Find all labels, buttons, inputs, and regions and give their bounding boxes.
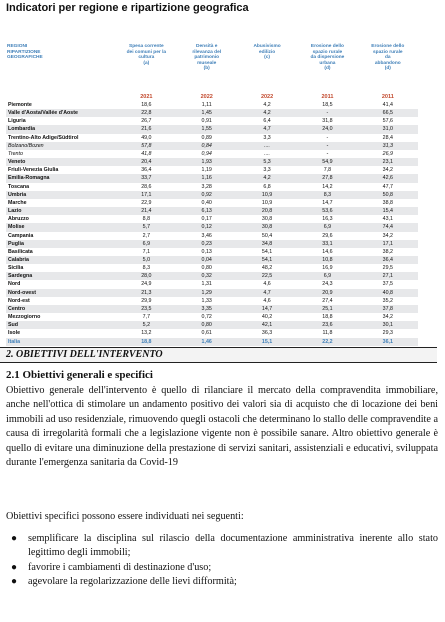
region-name-cell: Campania xyxy=(6,232,116,240)
general-objectives-paragraph: Obiettivo generale dell'intervento è quello di rilanciare il mercato della compravendita immobiliare, anche nell'ottica di stimolare un andamento positivo dei valori sia di acquisto che di locazione dei beni immobili ad uso residenziale, rimuovendo quegli ostacoli che determinano lo stallo delle compravendite a causa di irregolarità formali che a legislazione vigente non è possibile sanare. Altro obiettivo generale è quello di evitare una diminuzione della prestazione di servizi sanitari, assistenziali e educativi, sviluppata durante l'emergenza sanitaria da Covid-19 xyxy=(6,385,438,469)
value-cell: 16,3 xyxy=(297,215,357,223)
value-cell: 20,4 xyxy=(116,158,176,166)
table-row xyxy=(6,199,418,207)
value-cell: 8,3 xyxy=(297,191,357,199)
value-cell: 7,1 xyxy=(116,248,176,256)
value-cell: 22,2 xyxy=(297,338,357,346)
table-row xyxy=(6,256,418,264)
value-cell: 4,6 xyxy=(237,280,297,288)
region-name-cell: Nord xyxy=(6,280,116,288)
region-name-cell: Nord-est xyxy=(6,297,116,305)
table-header-row xyxy=(6,44,418,92)
table-row xyxy=(6,125,418,133)
value-cell: 1,11 xyxy=(177,101,237,109)
bullet-icon: ● xyxy=(11,533,18,544)
value-cell: 0,61 xyxy=(177,329,237,337)
list-item xyxy=(6,561,438,575)
value-cell: 11,8 xyxy=(297,329,357,337)
value-cell: - xyxy=(297,134,357,142)
value-cell: 5,2 xyxy=(116,321,176,329)
year-cell: 2021 xyxy=(140,93,153,100)
value-cell: 36,3 xyxy=(237,329,297,337)
value-cell: 26,9 xyxy=(358,150,418,158)
value-cell: 23,6 xyxy=(297,321,357,329)
region-name-cell: Mezzogiorno xyxy=(6,313,116,321)
value-cell: 6,9 xyxy=(297,223,357,231)
subsection-title: 2.1 Obiettivi generali e specifici xyxy=(6,369,153,381)
value-cell: 50,8 xyxy=(358,191,418,199)
region-name-cell: Trentino-Alto Adige/Südtirol xyxy=(6,134,116,142)
value-cell: 4,2 xyxy=(237,174,297,182)
value-cell: 20,9 xyxy=(297,289,357,297)
region-name-cell: Valle d'Aosta/Vallée d'Aoste xyxy=(6,109,116,117)
value-cell: 29,9 xyxy=(116,297,176,305)
value-cell: 10,9 xyxy=(237,191,297,199)
value-cell: 31,0 xyxy=(358,125,418,133)
value-cell: 4,2 xyxy=(237,101,297,109)
region-name-cell: Lazio xyxy=(6,207,116,215)
value-cell: 13,2 xyxy=(116,329,176,337)
value-cell: 33,1 xyxy=(297,240,357,248)
value-cell: 3,46 xyxy=(177,232,237,240)
value-cell: 33,7 xyxy=(116,174,176,182)
year-cell: 2011 xyxy=(321,93,334,100)
header-culture-spending: Spesa corrente dei comuni per la cultura (a) xyxy=(126,44,167,66)
value-cell: 26,7 xyxy=(116,117,176,125)
region-name-cell: Friuli-Venezia Giulia xyxy=(6,166,116,174)
table-row xyxy=(6,248,418,256)
value-cell: 43,1 xyxy=(358,215,418,223)
header-urban-sprawl: Erosione dello spazio rurale da dispersione urbana (d) xyxy=(310,44,345,72)
table-row xyxy=(6,264,418,272)
value-cell: 7,8 xyxy=(297,166,357,174)
value-cell: - xyxy=(297,109,357,117)
value-cell: 42,6 xyxy=(358,174,418,182)
bullet-icon: ● xyxy=(11,561,18,573)
value-cell: 54,1 xyxy=(237,248,297,256)
region-name-cell: Liguria xyxy=(6,117,116,125)
value-cell: 31,3 xyxy=(358,142,418,150)
table-row xyxy=(6,101,418,109)
value-cell: 8,3 xyxy=(116,264,176,272)
value-cell: 29,3 xyxy=(358,329,418,337)
table-row xyxy=(6,183,418,191)
table-row xyxy=(6,142,418,150)
region-name-cell: Sicilia xyxy=(6,264,116,272)
value-cell: 1,45 xyxy=(177,109,237,117)
value-cell: 30,1 xyxy=(358,321,418,329)
region-name-cell: Abruzzo xyxy=(6,215,116,223)
value-cell: 4,7 xyxy=(237,289,297,297)
value-cell: 0,89 xyxy=(177,134,237,142)
value-cell: 18,8 xyxy=(116,338,176,346)
value-cell: 14,2 xyxy=(297,183,357,191)
years-row-spacer xyxy=(6,92,116,101)
value-cell: 10,9 xyxy=(237,199,297,207)
value-cell: 28,0 xyxy=(116,272,176,280)
value-cell: 0,32 xyxy=(177,272,237,280)
table-row xyxy=(6,280,418,288)
value-cell: 7,7 xyxy=(116,313,176,321)
region-name-cell: Piemonte xyxy=(6,101,116,109)
value-cell: 42,1 xyxy=(237,321,297,329)
value-cell: 5,3 xyxy=(237,158,297,166)
value-cell: 23,1 xyxy=(358,158,418,166)
region-name-cell: Toscana xyxy=(6,183,116,191)
value-cell: 36,4 xyxy=(358,256,418,264)
value-cell: 40,8 xyxy=(358,289,418,297)
indicators-table-container xyxy=(6,44,418,346)
region-name-cell: Nord-ovest xyxy=(6,289,116,297)
table-row xyxy=(6,150,418,158)
value-cell: 15,1 xyxy=(237,338,297,346)
value-cell: 24,9 xyxy=(116,280,176,288)
value-cell: 17,1 xyxy=(116,191,176,199)
region-name-cell: Emilia-Romagna xyxy=(6,174,116,182)
list-item-text: semplificare la disciplina sul rilascio della documentazione amministrativa inerente allo stato legittimo degli immobili; xyxy=(28,533,438,559)
value-cell: 15,4 xyxy=(358,207,418,215)
region-name-cell: Puglia xyxy=(6,240,116,248)
value-cell: 10,8 xyxy=(297,256,357,264)
region-name-cell: Marche xyxy=(6,199,116,207)
value-cell: 49,0 xyxy=(116,134,176,142)
value-cell: - xyxy=(297,150,357,158)
table-row xyxy=(6,215,418,223)
value-cell: 57,8 xyxy=(116,142,176,150)
value-cell: 23,5 xyxy=(116,305,176,313)
value-cell: 30,8 xyxy=(237,223,297,231)
section-header-bar xyxy=(0,347,437,363)
value-cell: 30,8 xyxy=(237,215,297,223)
specific-objectives-intro: Obiettivi specifici possono essere individuati nei seguenti: xyxy=(6,511,244,522)
table-row xyxy=(6,289,418,297)
value-cell: 3,35 xyxy=(177,305,237,313)
value-cell: 74,4 xyxy=(358,223,418,231)
header-rural-abandonment: Erosione dello spazio rurale da abbandono (d) xyxy=(371,44,405,72)
value-cell: 2,7 xyxy=(116,232,176,240)
table-row xyxy=(6,223,418,231)
value-cell: 28,6 xyxy=(116,183,176,191)
table-row xyxy=(6,158,418,166)
value-cell: 31,8 xyxy=(297,117,357,125)
region-name-cell: Lombardia xyxy=(6,125,116,133)
value-cell: 53,6 xyxy=(297,207,357,215)
table-row xyxy=(6,272,418,280)
value-cell: 14,7 xyxy=(237,305,297,313)
value-cell: 1,19 xyxy=(177,166,237,174)
table-row xyxy=(6,109,418,117)
value-cell: 18,8 xyxy=(297,313,357,321)
value-cell: 5,0 xyxy=(116,256,176,264)
value-cell: 28,4 xyxy=(358,134,418,142)
table-row xyxy=(6,191,418,199)
value-cell: 1,46 xyxy=(177,338,237,346)
value-cell: 22,8 xyxy=(116,109,176,117)
list-item xyxy=(6,532,438,561)
value-cell: 24,3 xyxy=(297,280,357,288)
value-cell: 38,2 xyxy=(358,248,418,256)
value-cell: 21,3 xyxy=(116,289,176,297)
value-cell: 3,28 xyxy=(177,183,237,191)
value-cell: 40,2 xyxy=(237,313,297,321)
value-cell: 0,23 xyxy=(177,240,237,248)
table-row xyxy=(6,321,418,329)
value-cell: 1,33 xyxy=(177,297,237,305)
value-cell: 21,4 xyxy=(116,207,176,215)
value-cell: 0,91 xyxy=(177,117,237,125)
region-name-cell: Trento xyxy=(6,150,116,158)
value-cell: 1,93 xyxy=(177,158,237,166)
table-row xyxy=(6,232,418,240)
value-cell: 24,0 xyxy=(297,125,357,133)
value-cell: 17,1 xyxy=(358,240,418,248)
value-cell: 1,31 xyxy=(177,280,237,288)
value-cell: 14,7 xyxy=(297,199,357,207)
value-cell: 0,80 xyxy=(177,264,237,272)
value-cell: 22,5 xyxy=(237,272,297,280)
value-cell: 0,13 xyxy=(177,248,237,256)
value-cell: 8,8 xyxy=(116,215,176,223)
value-cell: 16,9 xyxy=(297,264,357,272)
objectives-list xyxy=(6,532,438,590)
value-cell: 0,84 xyxy=(177,142,237,150)
value-cell: 50,4 xyxy=(237,232,297,240)
table-row xyxy=(6,305,418,313)
table-row xyxy=(6,313,418,321)
region-name-cell: Molise xyxy=(6,223,116,231)
table-row xyxy=(6,117,418,125)
value-cell: 29,5 xyxy=(358,264,418,272)
value-cell: 0,80 xyxy=(177,321,237,329)
value-cell: 6,4 xyxy=(237,117,297,125)
table-row xyxy=(6,240,418,248)
value-cell: 34,2 xyxy=(358,166,418,174)
value-cell: - xyxy=(297,142,357,150)
region-name-cell: Basilicata xyxy=(6,248,116,256)
value-cell: 29,6 xyxy=(297,232,357,240)
years-row xyxy=(6,92,418,101)
region-name-cell: Bolzano/Bozen xyxy=(6,142,116,150)
value-cell: 18,6 xyxy=(116,101,176,109)
region-name-cell: Italia xyxy=(6,338,116,346)
value-cell: 1,16 xyxy=(177,174,237,182)
value-cell: 6,9 xyxy=(116,240,176,248)
value-cell: 0,12 xyxy=(177,223,237,231)
region-name-cell: Isole xyxy=(6,329,116,337)
value-cell: 0,92 xyxy=(177,191,237,199)
region-name-cell: Centro xyxy=(6,305,116,313)
table-row xyxy=(6,134,418,142)
region-name-cell: Sardegna xyxy=(6,272,116,280)
value-cell: 22,9 xyxy=(116,199,176,207)
header-museum-density: Densità e rilevanza del patrimonio museale (b) xyxy=(192,44,222,72)
table-row xyxy=(6,338,418,346)
value-cell: 14,6 xyxy=(297,248,357,256)
value-cell: 4,2 xyxy=(237,109,297,117)
region-name-cell: Calabria xyxy=(6,256,116,264)
value-cell: .... xyxy=(237,142,297,150)
header-regions: REGIONI RIPARTIZIONE GEOGRAFICHE xyxy=(7,44,43,61)
value-cell: 1,55 xyxy=(177,125,237,133)
table-row xyxy=(6,207,418,215)
value-cell: 48,2 xyxy=(237,264,297,272)
value-cell: 54,1 xyxy=(237,256,297,264)
value-cell: 27,4 xyxy=(297,297,357,305)
table-row xyxy=(6,166,418,174)
value-cell: 34,2 xyxy=(358,313,418,321)
list-item xyxy=(6,575,438,589)
value-cell: 38,8 xyxy=(358,199,418,207)
page-title: Indicatori per regione e ripartizione geografica xyxy=(6,2,249,14)
value-cell: 36,1 xyxy=(358,338,418,346)
region-name-cell: Sud xyxy=(6,321,116,329)
value-cell: 57,6 xyxy=(358,117,418,125)
indicators-table xyxy=(6,44,418,346)
value-cell: 18,5 xyxy=(297,101,357,109)
region-name-cell: Veneto xyxy=(6,158,116,166)
value-cell: 0,40 xyxy=(177,199,237,207)
value-cell: 0,17 xyxy=(177,215,237,223)
list-item-text: agevolare la regolarizzazione delle lievi difformità; xyxy=(28,576,237,588)
value-cell: 0,94 xyxy=(177,150,237,158)
value-cell: 4,6 xyxy=(237,297,297,305)
value-cell: 37,5 xyxy=(358,280,418,288)
value-cell: 6,13 xyxy=(177,207,237,215)
value-cell: 34,8 xyxy=(237,240,297,248)
value-cell: 6,9 xyxy=(297,272,357,280)
bullet-icon: ● xyxy=(11,576,18,588)
value-cell: 21,6 xyxy=(116,125,176,133)
table-row xyxy=(6,297,418,305)
value-cell: .... xyxy=(237,150,297,158)
year-cell: 2022 xyxy=(200,93,213,100)
value-cell: 27,1 xyxy=(358,272,418,280)
value-cell: 5,7 xyxy=(116,223,176,231)
value-cell: 41,8 xyxy=(116,150,176,158)
value-cell: 25,1 xyxy=(297,305,357,313)
value-cell: 20,8 xyxy=(237,207,297,215)
table-row xyxy=(6,329,418,337)
year-cell: 2022 xyxy=(260,93,274,100)
table-row xyxy=(6,174,418,182)
value-cell: 1,29 xyxy=(177,289,237,297)
value-cell: 3,3 xyxy=(237,166,297,174)
region-name-cell: Umbria xyxy=(6,191,116,199)
value-cell: 0,72 xyxy=(177,313,237,321)
year-cell: 2011 xyxy=(381,93,394,100)
value-cell: 41,4 xyxy=(358,101,418,109)
value-cell: 37,8 xyxy=(358,305,418,313)
value-cell: 54,9 xyxy=(297,158,357,166)
value-cell: 66,5 xyxy=(358,109,418,117)
header-illegal-building: Abusivismo edilizio (c) xyxy=(253,44,281,61)
value-cell: 36,4 xyxy=(116,166,176,174)
value-cell: 6,8 xyxy=(237,183,297,191)
value-cell: 0,04 xyxy=(177,256,237,264)
section-title: 2. OBIETTIVI DELL'INTERVENTO xyxy=(6,349,163,360)
list-item-text: favorire i cambiamenti di destinazione d'uso; xyxy=(28,561,212,573)
value-cell: 27,8 xyxy=(297,174,357,182)
value-cell: 47,7 xyxy=(358,183,418,191)
value-cell: 35,2 xyxy=(358,297,418,305)
value-cell: 3,3 xyxy=(237,134,297,142)
value-cell: 4,7 xyxy=(237,125,297,133)
value-cell: 34,2 xyxy=(358,232,418,240)
